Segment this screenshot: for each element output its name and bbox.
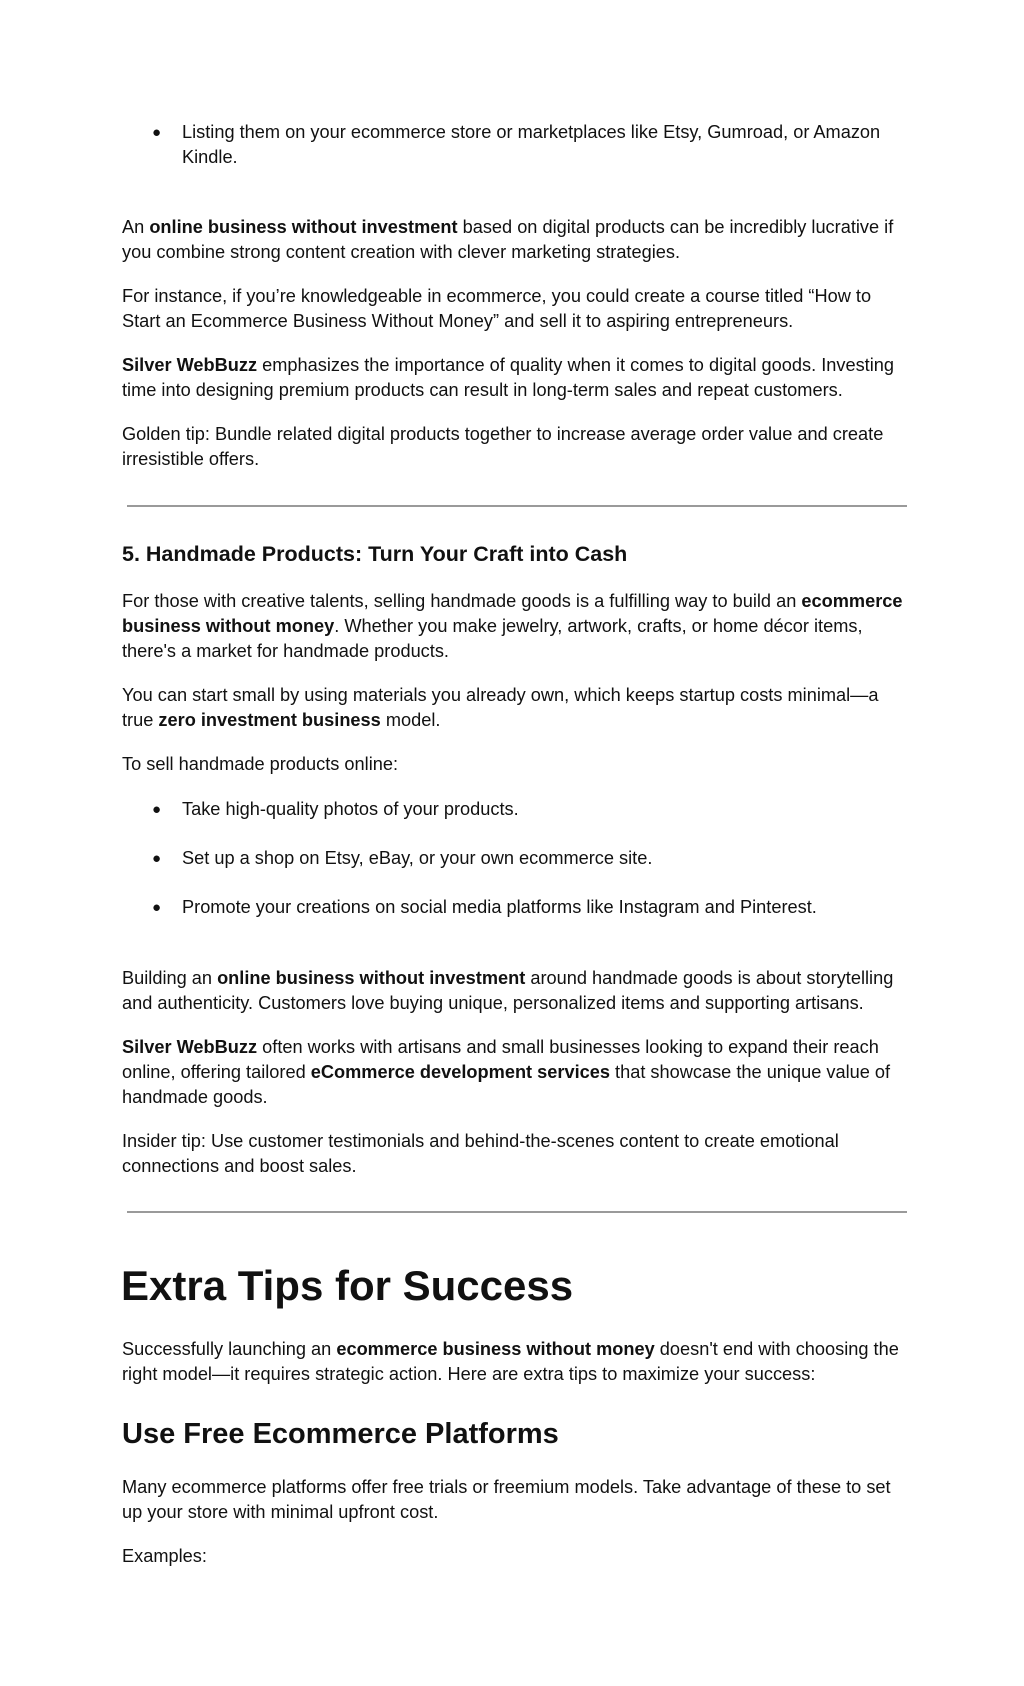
paragraph-insider-tip: Insider tip: Use customer testimonials and behind-the-scenes content to create emotional connections and boost sales. [122,1131,839,1176]
section-title: Extra Tips for Success [121,1262,574,1309]
paragraph-silver-artisans: Silver WebBuzz often works with artisans and small businesses looking to expand their reach online, offering tailored eCommerce development services that showcase the unique value of handmade goods. [122,1037,891,1107]
paragraph-golden-tip: Golden tip: Bundle related digital products together to increase average order value and create irresistible offers. [122,424,884,469]
bullet-icon: ● [152,801,162,818]
bullet-icon: ● [152,899,162,916]
section-heading: 5. Handmade Products: Turn Your Craft into Cash [122,542,628,566]
document-page: ● Listing them on your ecommerce store or marketplaces like Etsy, Gumroad, or Amazon Kindle. An online business without investment based on digital products can be incredibly lucrative if you combine strong content creation with clever marketing strategies. For instance, if you’re knowledgeable in ecommerce, you could create a course titled “How to Start an Ecommerce Business Without Money” and sell it to aspiring entrepreneurs. Silver WebBuzz emphasizes the importance of quality when it comes to digital goods. Investing time into designing premium products can result in long-term sales and repeat customers. Golden tip: Bundle related digital products together to increase average order value and create irresistible offers. 5. Handmade Products: Turn Your Craft into Cash For those with creative talents, selling handmade goods is a fulfilling way to build an ecommerce business without money. Whether you make jewelry, artwork, crafts, or home décor items, there's a market for handmade products. You can start small by using materials you already own, which keeps startup costs minimal—a true zero investment business model. To sell handmade products online: ● Take high-quality photos of your products. ● Set up a shop on Etsy, eBay, or your own ecommerce site. ● Promote your creations on social media platforms like Instagram and Pinterest. Building an online business without investment around handmade goods is about storytelling and authenticity. Customers love buying unique, personalized items and supporting artisans. Silver WebBuzz often works with artisans and small businesses looking to expand their reach online, offering tailored eCommerce development services that showcase the unique value of handmade goods. Insider tip: Use customer testimonials and behind-the-scenes content to create emotional connections and boost sales. Extra Tips for Success Successfully launching an ecommerce business without money doesn't end with choosing the right model—it requires strategic action. Here are extra tips to maximize your success: Use Free Ecommerce Platforms Many ecommerce platforms offer free trials or freemium models. Take advantage of these to set up your store with minimal upfront cost. Examples: [0,0,1024,1686]
paragraph-building: Building an online business without investment around handmade goods is about storytelling and authenticity. Customers love buying unique, personalized items and supporting artisans. [122,968,894,1013]
bullet-icon: ● [152,850,162,867]
paragraph-extra-tips-intro: Successfully launching an ecommerce business without money doesn't end with choosing the right model—it requires strategic action. Here are extra tips to maximize your success: [122,1339,899,1384]
divider [127,505,907,507]
paragraph-small-start: You can start small by using materials you already own, which keeps startup costs minimal—a true zero investment business model. [122,685,879,730]
paragraph-examples: Examples: [122,1546,207,1566]
paragraph-section5-intro: For those with creative talents, selling handmade goods is a fulfilling way to build an ecommerce business without money. Whether you make jewelry, artwork, crafts, or home décor items, there's a market for handmade products. [122,591,903,661]
subsection-heading: Use Free Ecommerce Platforms [122,1418,559,1450]
paragraph-platforms: Many ecommerce platforms offer free trials or freemium models. Take advantage of these to set up your store with minimal upfront cost. [122,1477,891,1522]
paragraph-to-sell: To sell handmade products online: [122,754,399,774]
paragraph-online-business: An online business without investment based on digital products can be incredibly lucrative if you combine strong content creation with clever marketing strategies. [122,217,894,262]
paragraph-silver-quality: Silver WebBuzz emphasizes the importance of quality when it comes to digital goods. Investing time into designing premium products can result in long-term sales and repeat customers. [122,355,895,400]
bullet-icon: ● [152,124,162,141]
divider [127,1211,907,1213]
paragraph-instance: For instance, if you’re knowledgeable in ecommerce, you could create a course titled “How to Start an Ecommerce Business Without Money” and sell it to aspiring entrepreneurs. [122,286,872,331]
